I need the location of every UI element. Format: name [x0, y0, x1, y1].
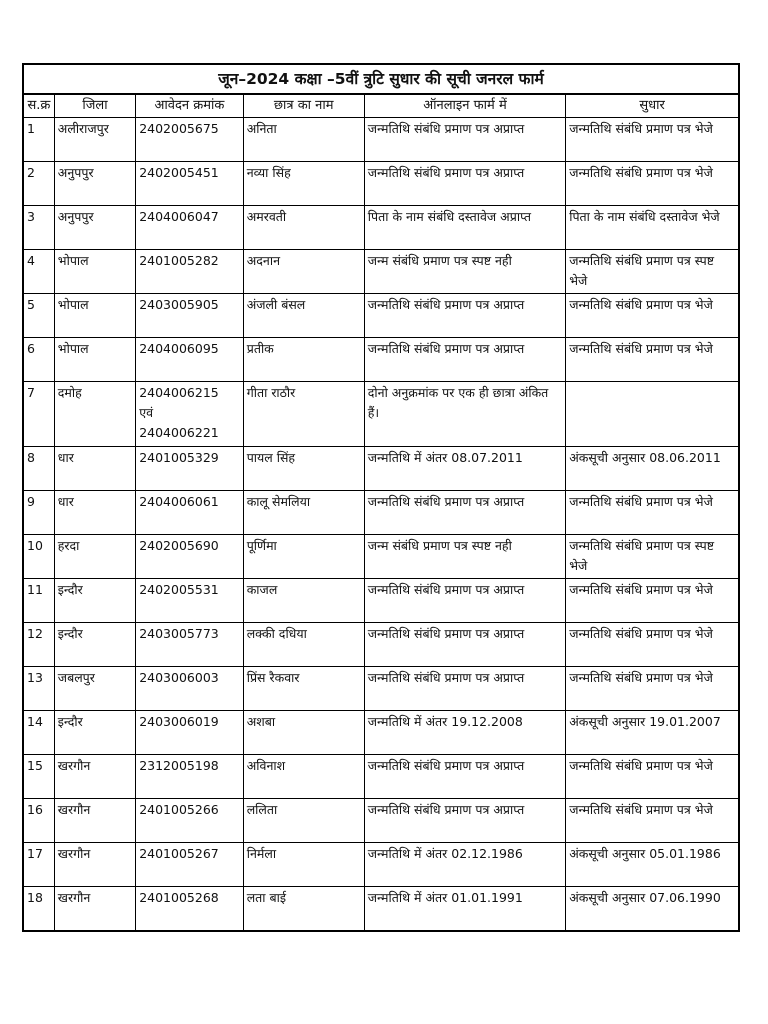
- row-correction: जन्मतिथि संबंधि प्रमाण पत्र भेजे: [566, 338, 739, 382]
- row-student-name: अविनाश: [243, 755, 364, 799]
- row-online-form-issue: जन्मतिथि में अंतर 01.01.1991: [364, 887, 565, 931]
- application-number-line: 2404006095: [139, 341, 219, 356]
- table-row: [23, 579, 739, 623]
- row-serial: 6: [23, 338, 54, 382]
- row-correction: जन्मतिथि संबंधि प्रमाण पत्र स्पष्ट भेजे: [566, 535, 739, 579]
- row-district: इन्दौर: [54, 579, 135, 623]
- table-row: [23, 338, 739, 382]
- application-number-line: 2402005451: [139, 165, 219, 180]
- header-application-number: आवेदन क्रमांक: [136, 94, 244, 118]
- row-application-number: [136, 667, 244, 711]
- title-row: [23, 64, 739, 94]
- row-online-form-issue: जन्म संबंधि प्रमाण पत्र स्पष्ट नही: [364, 535, 565, 579]
- row-district: धार: [54, 447, 135, 491]
- application-number-line: एवं: [139, 405, 154, 420]
- row-application-number: [136, 118, 244, 162]
- table-row: [23, 887, 739, 931]
- row-district: अनुपपुर: [54, 206, 135, 250]
- row-correction: अंकसूची अनुसार 19.01.2007: [566, 711, 739, 755]
- row-application-number: [136, 206, 244, 250]
- row-online-form-issue: दोनो अनुक्रमांक पर एक ही छात्रा अंकित हैं।: [364, 382, 565, 447]
- row-application-number: [136, 447, 244, 491]
- row-student-name: लता बाई: [243, 887, 364, 931]
- header-correction: सुधार: [566, 94, 739, 118]
- row-district: जबलपुर: [54, 667, 135, 711]
- row-online-form-issue: जन्मतिथि संबंधि प्रमाण पत्र अप्राप्त: [364, 623, 565, 667]
- row-correction: [566, 382, 739, 447]
- row-student-name: गीता राठौर: [243, 382, 364, 447]
- row-student-name: पायल सिंह: [243, 447, 364, 491]
- table-row: [23, 667, 739, 711]
- table-row: [23, 250, 739, 294]
- row-district: हरदा: [54, 535, 135, 579]
- row-student-name: काजल: [243, 579, 364, 623]
- row-application-number: [136, 535, 244, 579]
- row-application-number: [136, 799, 244, 843]
- table-row: [23, 382, 739, 447]
- row-district: इन्दौर: [54, 711, 135, 755]
- row-online-form-issue: जन्मतिथि संबंधि प्रमाण पत्र अप्राप्त: [364, 667, 565, 711]
- row-online-form-issue: जन्म संबंधि प्रमाण पत्र स्पष्ट नही: [364, 250, 565, 294]
- table-body: [23, 118, 739, 931]
- header-row: [23, 94, 739, 118]
- row-serial: 7: [23, 382, 54, 447]
- row-online-form-issue: जन्मतिथि में अंतर 02.12.1986: [364, 843, 565, 887]
- row-serial: 17: [23, 843, 54, 887]
- row-correction: अंकसूची अनुसार 07.06.1990: [566, 887, 739, 931]
- table-row: [23, 294, 739, 338]
- application-number-line: 2401005267: [139, 846, 219, 861]
- application-number-line: 2403005905: [139, 297, 219, 312]
- row-online-form-issue: जन्मतिथि संबंधि प्रमाण पत्र अप्राप्त: [364, 338, 565, 382]
- row-student-name: निर्मला: [243, 843, 364, 887]
- row-district: इन्दौर: [54, 623, 135, 667]
- row-application-number: [136, 887, 244, 931]
- row-serial: 4: [23, 250, 54, 294]
- row-application-number: [136, 843, 244, 887]
- row-online-form-issue: पिता के नाम संबंधि दस्तावेज अप्राप्त: [364, 206, 565, 250]
- row-online-form-issue: जन्मतिथि संबंधि प्रमाण पत्र अप्राप्त: [364, 294, 565, 338]
- header-serial: स.क्र: [23, 94, 54, 118]
- table-row: [23, 535, 739, 579]
- table-row: [23, 162, 739, 206]
- row-application-number: [136, 711, 244, 755]
- row-application-number: [136, 579, 244, 623]
- row-correction: जन्मतिथि संबंधि प्रमाण पत्र भेजे: [566, 755, 739, 799]
- row-district: खरगौन: [54, 843, 135, 887]
- row-student-name: प्रिंस रैकवार: [243, 667, 364, 711]
- row-student-name: अंजली बंसल: [243, 294, 364, 338]
- row-district: भोपाल: [54, 250, 135, 294]
- table-row: [23, 447, 739, 491]
- application-number-line: 2402005531: [139, 582, 219, 597]
- row-application-number: [136, 338, 244, 382]
- row-serial: 13: [23, 667, 54, 711]
- row-student-name: प्रतीक: [243, 338, 364, 382]
- row-district: खरगौन: [54, 799, 135, 843]
- row-application-number: [136, 382, 244, 447]
- application-number-line: 2402005675: [139, 121, 219, 136]
- row-application-number: [136, 623, 244, 667]
- application-number-line: 2312005198: [139, 758, 219, 773]
- application-number-line: 2404006047: [139, 209, 219, 224]
- table-row: [23, 755, 739, 799]
- row-district: अलीराजपुर: [54, 118, 135, 162]
- table-row: [23, 843, 739, 887]
- application-number-line: 2404006215: [139, 385, 219, 400]
- row-serial: 14: [23, 711, 54, 755]
- row-serial: 5: [23, 294, 54, 338]
- header-online-form: ऑनलाइन फार्म में: [364, 94, 565, 118]
- table-row: [23, 623, 739, 667]
- row-correction: पिता के नाम संबंधि दस्तावेज भेजे: [566, 206, 739, 250]
- row-correction: जन्मतिथि संबंधि प्रमाण पत्र भेजे: [566, 294, 739, 338]
- row-student-name: लक्की दधिया: [243, 623, 364, 667]
- row-online-form-issue: जन्मतिथि संबंधि प्रमाण पत्र अप्राप्त: [364, 755, 565, 799]
- row-correction: जन्मतिथि संबंधि प्रमाण पत्र भेजे: [566, 667, 739, 711]
- row-serial: 1: [23, 118, 54, 162]
- row-serial: 18: [23, 887, 54, 931]
- row-online-form-issue: जन्मतिथि में अंतर 08.07.2011: [364, 447, 565, 491]
- row-district: अनुपपुर: [54, 162, 135, 206]
- row-district: भोपाल: [54, 338, 135, 382]
- row-application-number: [136, 755, 244, 799]
- application-number-line: 2403006019: [139, 714, 219, 729]
- application-number-line: 2401005282: [139, 253, 219, 268]
- application-number-line: 2403005773: [139, 626, 219, 641]
- row-correction: जन्मतिथि संबंधि प्रमाण पत्र भेजे: [566, 491, 739, 535]
- row-serial: 15: [23, 755, 54, 799]
- application-number-line: 2404006221: [139, 425, 219, 440]
- row-serial: 2: [23, 162, 54, 206]
- row-serial: 9: [23, 491, 54, 535]
- row-online-form-issue: जन्मतिथि संबंधि प्रमाण पत्र अप्राप्त: [364, 799, 565, 843]
- table-row: [23, 799, 739, 843]
- row-application-number: [136, 491, 244, 535]
- application-number-line: 2402005690: [139, 538, 219, 553]
- table-row: [23, 206, 739, 250]
- row-correction: जन्मतिथि संबंधि प्रमाण पत्र भेजे: [566, 799, 739, 843]
- row-student-name: कालू सेमलिया: [243, 491, 364, 535]
- row-online-form-issue: जन्मतिथि संबंधि प्रमाण पत्र अप्राप्त: [364, 579, 565, 623]
- row-online-form-issue: जन्मतिथि संबंधि प्रमाण पत्र अप्राप्त: [364, 162, 565, 206]
- row-application-number: [136, 162, 244, 206]
- row-correction: जन्मतिथि संबंधि प्रमाण पत्र भेजे: [566, 118, 739, 162]
- row-application-number: [136, 250, 244, 294]
- row-student-name: अनिता: [243, 118, 364, 162]
- row-student-name: अदनान: [243, 250, 364, 294]
- application-number-line: 2401005268: [139, 890, 219, 905]
- table-row: [23, 711, 739, 755]
- row-serial: 3: [23, 206, 54, 250]
- row-correction: अंकसूची अनुसार 05.01.1986: [566, 843, 739, 887]
- application-number-line: 2401005329: [139, 450, 219, 465]
- row-serial: 16: [23, 799, 54, 843]
- application-number-line: 2403006003: [139, 670, 219, 685]
- application-number-line: 2404006061: [139, 494, 219, 509]
- row-correction: जन्मतिथि संबंधि प्रमाण पत्र भेजे: [566, 579, 739, 623]
- header-district: जिला: [54, 94, 135, 118]
- row-district: धार: [54, 491, 135, 535]
- header-student-name: छात्र का नाम: [243, 94, 364, 118]
- row-serial: 11: [23, 579, 54, 623]
- document-title: जून–2024 कक्षा –5वीं त्रुटि सुधार की सूची जनरल फार्म: [23, 64, 739, 94]
- row-district: खरगौन: [54, 755, 135, 799]
- row-district: खरगौन: [54, 887, 135, 931]
- row-student-name: अशबा: [243, 711, 364, 755]
- application-number-line: 2401005266: [139, 802, 219, 817]
- row-student-name: नव्या सिंह: [243, 162, 364, 206]
- row-student-name: पूर्णिमा: [243, 535, 364, 579]
- row-online-form-issue: जन्मतिथि संबंधि प्रमाण पत्र अप्राप्त: [364, 118, 565, 162]
- correction-list-table: [22, 63, 740, 932]
- row-online-form-issue: जन्मतिथि में अंतर 19.12.2008: [364, 711, 565, 755]
- row-district: भोपाल: [54, 294, 135, 338]
- row-correction: जन्मतिथि संबंधि प्रमाण पत्र स्पष्ट भेजे: [566, 250, 739, 294]
- row-serial: 8: [23, 447, 54, 491]
- row-application-number: [136, 294, 244, 338]
- row-student-name: ललिता: [243, 799, 364, 843]
- row-district: दमोह: [54, 382, 135, 447]
- row-student-name: अमरवती: [243, 206, 364, 250]
- row-correction: जन्मतिथि संबंधि प्रमाण पत्र भेजे: [566, 623, 739, 667]
- row-online-form-issue: जन्मतिथि संबंधि प्रमाण पत्र अप्राप्त: [364, 491, 565, 535]
- row-correction: अंकसूची अनुसार 08.06.2011: [566, 447, 739, 491]
- table-row: [23, 118, 739, 162]
- row-serial: 12: [23, 623, 54, 667]
- row-serial: 10: [23, 535, 54, 579]
- table-row: [23, 491, 739, 535]
- row-correction: जन्मतिथि संबंधि प्रमाण पत्र भेजे: [566, 162, 739, 206]
